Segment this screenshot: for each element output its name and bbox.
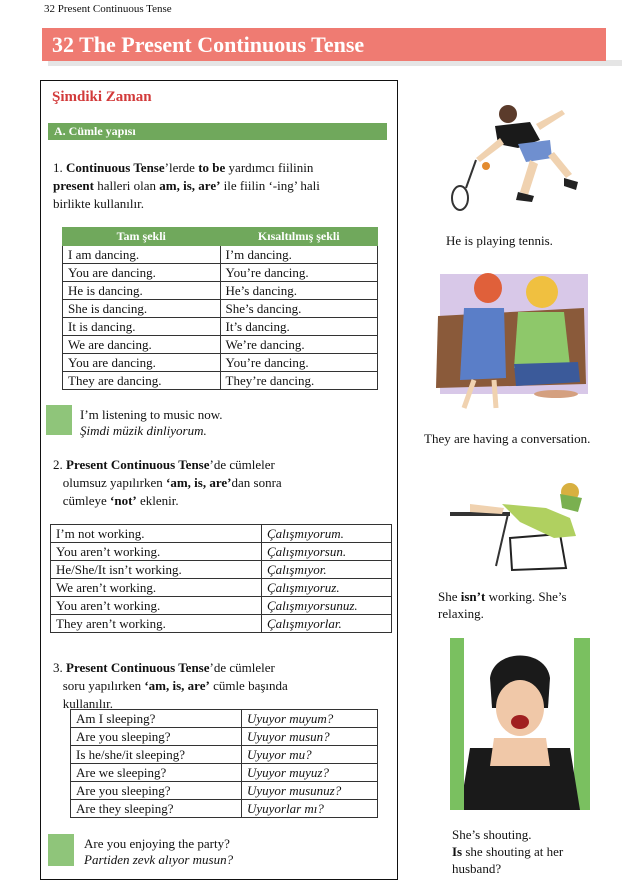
table-row: He/She/It isn’t working. Çalışmıyor. <box>51 561 392 579</box>
table-row: Are you sleeping? Uyuyor musun? <box>71 728 378 746</box>
table-row: We are dancing. We’re dancing. <box>63 336 378 354</box>
table-row: They aren’t working. Çalışmıyorlar. <box>51 615 392 633</box>
table-row: Are you sleeping? Uyuyor musunuz? <box>71 782 378 800</box>
table-row: Are they sleeping? Uyuyorlar mı? <box>71 800 378 818</box>
table-row: Am I sleeping? Uyuyor muyum? <box>71 710 378 728</box>
table-row: They are dancing. They’re dancing. <box>63 372 378 390</box>
table-header: Tam şekli <box>63 228 221 246</box>
relaxing-woman-illustration <box>450 478 590 572</box>
paragraph-2: 2. Present Continuous Tense’de cümleler olumsuz yapılırken ‘am, is, are’dan sonra cümleye ‘not’ eklenir. <box>53 457 282 508</box>
caption-conversation: They are having a conversation. <box>424 431 591 446</box>
table-row: You aren’t working. Çalışmıyorsunuz. <box>51 597 392 615</box>
example-2: Are you enjoying the party? Partiden zevk alıyor musun? <box>84 836 234 867</box>
table-row: Are we sleeping? Uyuyor muyuz? <box>71 764 378 782</box>
table-header: Kısaltılmış şekli <box>220 228 378 246</box>
example-marker <box>48 834 74 866</box>
subtitle: Şimdiki Zaman <box>52 89 152 105</box>
table-row: You are dancing. You’re dancing. <box>63 354 378 372</box>
caption-relaxing: She isn’t working. She’s relaxing. <box>438 589 567 621</box>
caption-shouting: She’s shouting. Is she shouting at her husband? <box>452 827 564 876</box>
table-row: Is he/she/it sleeping? Uyuyor mu? <box>71 746 378 764</box>
conversation-illustration <box>434 268 590 414</box>
page-header: 32 Present Continuous Tense <box>44 3 172 15</box>
table-row: She is dancing. She’s dancing. <box>63 300 378 318</box>
table-row: I’m not working. Çalışmıyorum. <box>51 525 392 543</box>
example-1: I’m listening to music now. Şimdi müzik dinliyorum. <box>80 407 223 438</box>
table-row: I am dancing. I’m dancing. <box>63 246 378 264</box>
shouting-woman-illustration <box>450 638 590 810</box>
paragraph-1: 1. Continuous Tense’lerde to be yardımcı fiilinin present halleri olan am, is, are’ ile fiilin ‘-ing’ hali birlikte kullanılır. <box>53 160 320 211</box>
paragraph-3: 3. Present Continuous Tense’de cümleler soru yapılırken ‘am, is, are’ cümle başında kullanılır. <box>53 660 288 711</box>
table-row: You are dancing. You’re dancing. <box>63 264 378 282</box>
example-marker <box>46 405 72 435</box>
caption-tennis: He is playing tennis. <box>446 233 553 248</box>
table-row: We aren’t working. Çalışmıyoruz. <box>51 579 392 597</box>
tennis-player-illustration <box>440 100 590 215</box>
negative-table <box>50 524 392 633</box>
table-row: It is dancing. It’s dancing. <box>63 318 378 336</box>
page-title: 32 The Present Continuous Tense <box>42 28 606 61</box>
table-row: You aren’t working. Çalışmıyorsun. <box>51 543 392 561</box>
affirmative-table <box>62 227 378 390</box>
question-table <box>70 709 378 818</box>
table-row: He is dancing. He’s dancing. <box>63 282 378 300</box>
section-a-heading: A. Cümle yapısı <box>48 123 387 140</box>
